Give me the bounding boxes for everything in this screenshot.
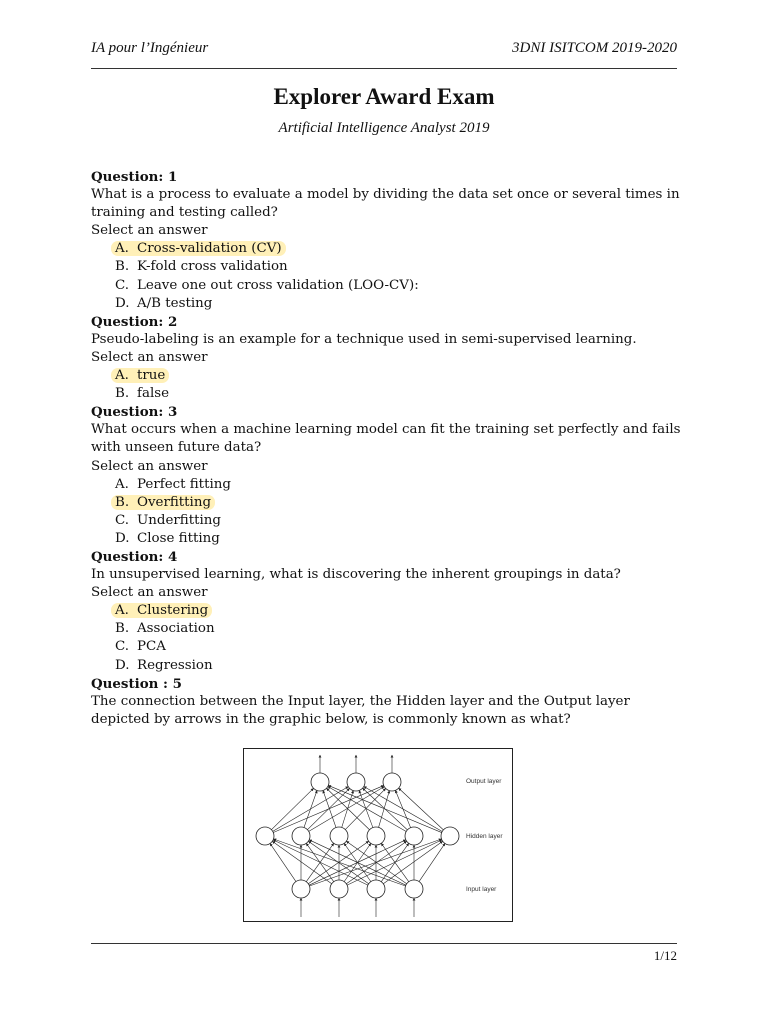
neuron-node [330, 827, 348, 845]
header-class: 3DNI ISITCOM 2019-2020 [512, 40, 677, 56]
connection-arrow [364, 786, 442, 831]
answer-option[interactable] [91, 494, 681, 512]
question-text: In unsupervised learning, what is discovering the inherent groupings in data? [91, 567, 621, 583]
neuron-node [441, 827, 459, 845]
neuron-node [330, 880, 348, 898]
question-label: Question: 2 [91, 313, 178, 330]
question-text: What is a process to evaluate a model by dividing the data set once or several times in training and testing called? [91, 187, 680, 221]
select-prompt: Select an answer [91, 349, 208, 365]
connection-arrow [272, 841, 331, 884]
answer-option[interactable]: C. Underfitting [115, 512, 221, 528]
question-text: Pseudo-labeling is an example for a technique used in semi-supervised learning. [91, 331, 637, 347]
question-label: Question: 1 [91, 169, 178, 185]
neural-network-figure [243, 748, 513, 922]
answer-option[interactable]: B. Association [115, 621, 215, 637]
neuron-node [347, 773, 365, 791]
output-layer-label: Output layer [466, 778, 502, 785]
highlighted-answer: A. Clustering [111, 603, 212, 618]
question-label: Question: 3 [91, 404, 178, 421]
connection-arrow [342, 791, 354, 828]
neuron-node [383, 773, 401, 791]
answer-option[interactable]: C. PCA [115, 639, 166, 655]
highlighted-answer: A. Cross-validation (CV) [111, 241, 286, 256]
connection-arrow [383, 841, 442, 884]
connection-arrow [271, 788, 313, 829]
highlighted-answer: B. Overfitting [111, 495, 215, 510]
connection-arrow [399, 788, 444, 830]
connection-arrow [273, 839, 405, 886]
neuron-node [367, 827, 385, 845]
question-3 [91, 403, 681, 548]
hidden-layer-label: Hidden layer [466, 833, 503, 840]
neuron-node [292, 827, 310, 845]
answer-option[interactable]: C. Leave one out cross validation (LOO-CV): [115, 277, 419, 293]
answer-option[interactable] [91, 240, 681, 258]
header-course: IA pour l’Ingénieur [91, 40, 209, 56]
answer-option[interactable] [91, 367, 681, 385]
neuron-node [405, 880, 423, 898]
answer-option[interactable]: B. false [115, 386, 170, 402]
neuron-node [292, 880, 310, 898]
answer-option[interactable] [91, 602, 681, 620]
input-layer-label: Input layer [466, 886, 497, 893]
header-divider [91, 68, 677, 69]
question-text: The connection between the Input layer, the Hidden layer and the Output layer depicted by arrows in the graphic below, is commonly known as what? [91, 693, 630, 727]
neuron-node [405, 827, 423, 845]
exam-content [91, 168, 681, 729]
answer-option[interactable]: D. Close fitting [115, 530, 220, 546]
answer-option[interactable]: A. Perfect fitting [115, 476, 231, 492]
neural-network-diagram [244, 749, 512, 921]
question-label: Question : 5 [91, 675, 182, 692]
document-subtitle: Artificial Intelligence Analyst 2019 [278, 120, 490, 136]
question-4 [91, 548, 681, 675]
question-label: Question: 4 [91, 548, 178, 565]
answer-option[interactable]: D. Regression [115, 657, 213, 673]
footer-divider [91, 943, 677, 944]
connection-arrow [309, 839, 441, 886]
select-prompt: Select an answer [91, 458, 208, 474]
question-5 [91, 675, 681, 729]
question-2 [91, 313, 681, 403]
select-prompt: Select an answer [91, 585, 208, 601]
neuron-node [256, 827, 274, 845]
neuron-node [367, 880, 385, 898]
connection-arrow [307, 788, 349, 829]
highlighted-answer: A. true [111, 368, 169, 383]
select-prompt: Select an answer [91, 223, 208, 239]
answer-option[interactable]: D. A/B testing [115, 295, 213, 311]
answer-option[interactable]: B. K-fold cross validation [115, 259, 288, 275]
neuron-node [311, 773, 329, 791]
connection-arrow [328, 785, 441, 832]
question-1 [91, 168, 681, 313]
page-number: 1/12 [653, 948, 677, 963]
document-title: Explorer Award Exam [273, 84, 495, 109]
question-text: What occurs when a machine learning model can fit the training set perfectly and fails with unseen future data? [91, 422, 681, 456]
connection-arrow [328, 786, 406, 831]
